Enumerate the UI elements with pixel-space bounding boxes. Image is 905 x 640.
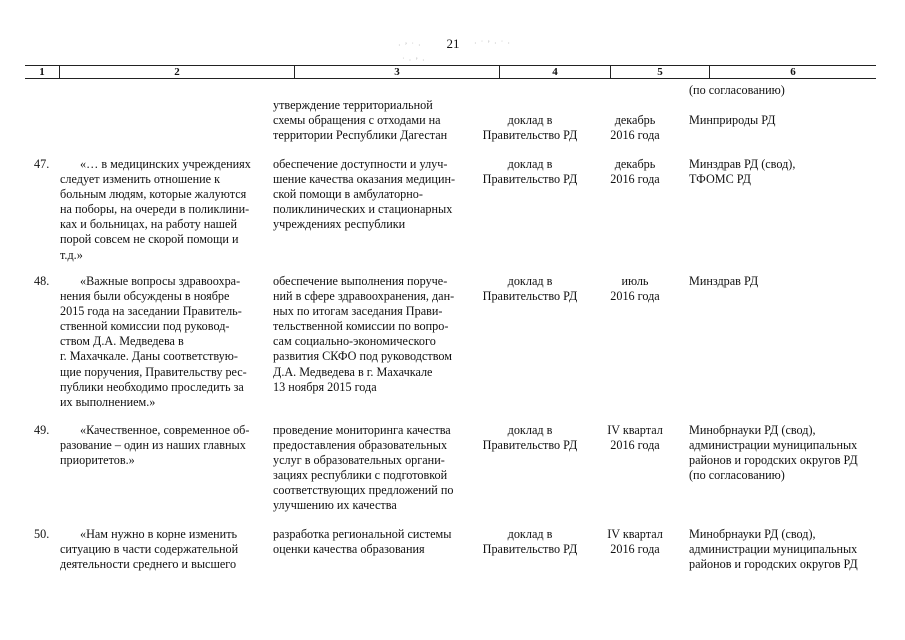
deadline-line: 2016 года (610, 289, 660, 304)
quote-line: деятельности среднего и высшего (60, 557, 237, 572)
form-line: доклад в (507, 423, 553, 437)
deadline-cell (586, 423, 684, 453)
measure-cell (273, 423, 454, 514)
responsible-line: Минобрнауки РД (свод), (689, 527, 816, 541)
measure-line: услуг в образовательных органи- (273, 453, 445, 468)
quote-line: щие поручения, Правительству рес- (60, 364, 247, 379)
responsible-line: Минздрав РД (689, 274, 759, 288)
measure-line: сам социально-экономического (273, 334, 436, 349)
measure-line: 13 ноября 2015 года (273, 379, 377, 394)
quote-line: больным людям, которые жалуются (60, 187, 247, 202)
form-line: Правительство РД (482, 172, 578, 187)
measure-line: предоставления образовательных (273, 438, 448, 453)
responsible-line: администрации муниципальных (689, 542, 858, 557)
deadline-line: IV квартал (607, 423, 663, 437)
measure-cell (273, 157, 455, 232)
form-line: доклад в (507, 157, 553, 171)
form-cell (475, 274, 585, 304)
deadline-cell (586, 274, 684, 304)
measure-line: развития СКФО под руководством (273, 349, 452, 364)
form-line: Правительство РД (482, 438, 578, 453)
responsible-cell (689, 527, 858, 572)
deadline-line: IV квартал (607, 527, 663, 541)
deadline-line: 2016 года (610, 438, 660, 453)
quote-cell (60, 157, 251, 263)
quote-line: публики необходимо проследить за (60, 379, 244, 394)
measure-cell (273, 274, 454, 395)
form-cell (475, 423, 585, 453)
measure-line: улучшению их качества (273, 498, 397, 513)
row-number: 49. (34, 423, 50, 437)
measure-line: шение качества оказания медицин- (273, 172, 456, 187)
quote-line: на поборы, на очереди в поликлини- (60, 202, 250, 217)
scan-noise: · ʼ ˙ · (398, 41, 422, 50)
deadline-line: декабрь (614, 113, 656, 127)
measure-line: проведение мониторинга качества (273, 423, 451, 437)
deadline-line: 2016 года (610, 172, 660, 187)
header-col-3: 3 (394, 66, 400, 78)
deadline-line: 2016 года (610, 542, 660, 557)
form-line: доклад в (507, 113, 553, 127)
form-line: Правительство РД (482, 289, 578, 304)
measure-line: утверждение территориальной (273, 98, 433, 112)
row-number: 50. (34, 527, 50, 541)
responsible-line: Минобрнауки РД (свод), (689, 423, 816, 437)
measure-cell (273, 98, 447, 143)
measure-line: обеспечение выполнения поруче- (273, 274, 448, 288)
header-col-6: 6 (790, 66, 796, 78)
header-col-4: 4 (552, 66, 558, 78)
quote-line: т.д.» (60, 247, 83, 262)
responsible-line: (по согласованию) (689, 468, 785, 483)
quote-line: ственной комиссии под руковод- (60, 319, 230, 334)
table-header (25, 65, 876, 79)
responsible-line: районов и городских округов РД (689, 557, 858, 572)
quote-line: разование – один из наших главных (60, 438, 246, 453)
form-line: Правительство РД (482, 542, 578, 557)
measure-line: соответствующих предложений по (273, 483, 454, 498)
measure-line: учреждениях республики (273, 217, 406, 232)
responsible-cell (689, 274, 758, 289)
form-cell (475, 157, 585, 187)
responsible-cell (689, 113, 775, 128)
quote-cell (60, 527, 238, 572)
quote-line: «Качественное, современное об- (80, 423, 250, 437)
responsible-cell (689, 423, 858, 483)
deadline-cell (586, 527, 684, 557)
quote-line: «… в медицинских учреждениях (80, 157, 251, 171)
row-number: 47. (34, 157, 50, 171)
measure-line: разработка региональной системы (273, 527, 452, 541)
measure-line: Д.А. Медведева в г. Махачкале (273, 364, 433, 379)
measure-line: обеспечение доступности и улуч- (273, 157, 448, 171)
header-col-1: 1 (39, 66, 45, 78)
form-line: Правительство РД (482, 128, 578, 143)
measure-line: схемы обращения с отходами на (273, 113, 441, 128)
quote-line: ством Д.А. Медведева в (60, 334, 184, 349)
measure-cell (273, 527, 451, 557)
responsible-line: районов и городских округов РД (689, 453, 858, 468)
form-cell (475, 113, 585, 143)
deadline-line: 2016 года (610, 128, 660, 143)
responsible-cell (689, 157, 795, 187)
form-line: доклад в (507, 274, 553, 288)
header-col-2: 2 (174, 66, 180, 78)
quote-line: их выполнением.» (60, 394, 156, 409)
quote-line: порой совсем не скорой помощи и (60, 232, 239, 247)
responsible-line: Минприроды РД (689, 113, 776, 127)
measure-line: тельственной комиссии по вопро- (273, 319, 449, 334)
scan-noise: · ˙ ʼ · ˙ · (474, 39, 511, 48)
deadline-cell (586, 113, 684, 143)
quote-line: приоритетов.» (60, 453, 135, 468)
form-cell (475, 527, 585, 557)
quote-line: «Важные вопросы здравоохра- (80, 274, 241, 288)
responsible-cell (689, 83, 785, 98)
measure-line: ний в сфере здравоохранения, дан- (273, 289, 455, 304)
quote-line: ситуацию в части содержательной (60, 542, 239, 557)
measure-line: оценки качества образования (273, 542, 425, 557)
quote-line: «Нам нужно в корне изменить (80, 527, 238, 541)
form-line: доклад в (507, 527, 553, 541)
deadline-line: декабрь (614, 157, 656, 171)
quote-line: нения были обсуждены в ноябре (60, 289, 230, 304)
quote-line: ках и больницах, на работу нашей (60, 217, 237, 232)
page-number: 21 (446, 36, 460, 51)
measure-line: ных по итогам заседания Прави- (273, 304, 443, 319)
quote-cell (60, 274, 247, 410)
quote-line: следует изменить отношение к (60, 172, 221, 187)
measure-line: поликлинических и стационарных (273, 202, 453, 217)
quote-line: г. Махачкале. Даны соответствую- (60, 349, 238, 364)
quote-line: 2015 года на заседании Правитель- (60, 304, 242, 319)
responsible-line: администрации муниципальных (689, 438, 858, 453)
deadline-cell (586, 157, 684, 187)
scan-noise: ˙ · ʼ · (402, 56, 426, 65)
deadline-line: июль (621, 274, 649, 288)
measure-line: ской помощи в амбулаторно- (273, 187, 423, 202)
measure-line: зациях республики с подготовкой (273, 468, 448, 483)
responsible-line: Минздрав РД (свод), (689, 157, 796, 171)
quote-cell (60, 423, 249, 468)
measure-line: территории Республики Дагестан (273, 128, 448, 143)
row-number: 48. (34, 274, 50, 288)
responsible-line: ТФОМС РД (689, 172, 751, 187)
responsible-line: (по согласованию) (689, 83, 785, 97)
header-col-5: 5 (657, 66, 663, 78)
